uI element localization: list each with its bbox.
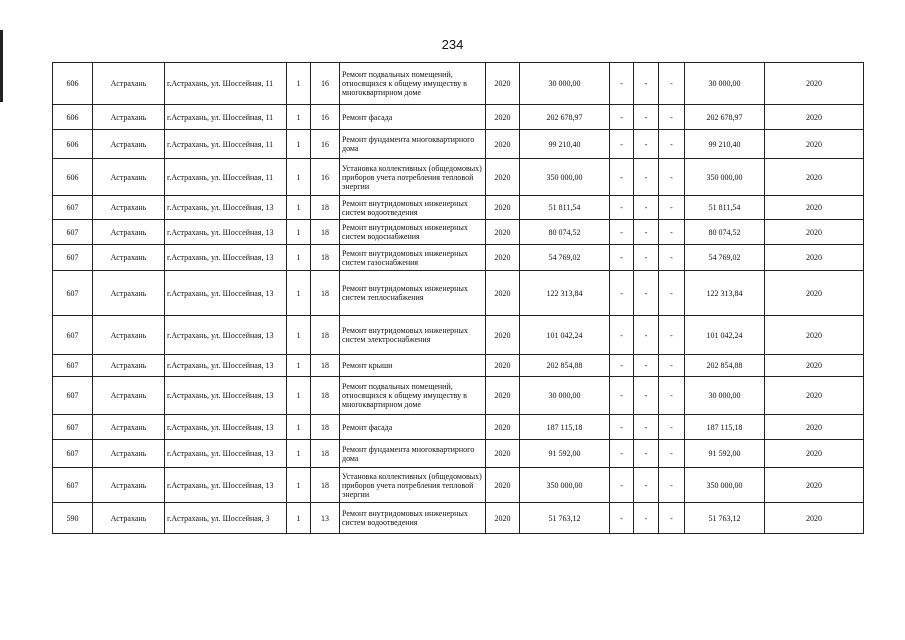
work-type-cell: Установка коллективных (общедомовых) приборов учета потребления тепловой энергии xyxy=(340,159,486,196)
column-1-cell: 1 xyxy=(287,130,311,159)
dash-cell-3: - xyxy=(659,440,685,468)
city-cell: Астрахань xyxy=(93,196,165,220)
dash-cell-2: - xyxy=(634,440,659,468)
address-cell: г.Астрахань, ул. Шоссейная, 13 xyxy=(165,220,287,245)
completion-year-cell: 2020 xyxy=(765,130,864,159)
year-cell: 2020 xyxy=(486,355,520,377)
dash-cell-3: - xyxy=(659,355,685,377)
row-number: 607 xyxy=(53,196,93,220)
row-number: 607 xyxy=(53,355,93,377)
table-row xyxy=(53,316,864,355)
table-row xyxy=(53,220,864,245)
dash-cell-3: - xyxy=(659,159,685,196)
work-type-cell: Ремонт подвальных помещений, относящихся к общему имуществу в многоквартирном доме xyxy=(340,63,486,105)
city-cell: Астрахань xyxy=(93,159,165,196)
table-row xyxy=(53,468,864,503)
row-number: 607 xyxy=(53,468,93,503)
completion-year-cell: 2020 xyxy=(765,377,864,415)
repair-plan-table xyxy=(52,62,864,534)
total-cell: 202 854,88 xyxy=(685,355,765,377)
work-type-cell: Ремонт фундамента многоквартирного дома xyxy=(340,130,486,159)
year-cell: 2020 xyxy=(486,503,520,534)
row-number: 606 xyxy=(53,159,93,196)
total-cell: 51 811,54 xyxy=(685,196,765,220)
sum-cell: 122 313,84 xyxy=(520,271,610,316)
completion-year-cell: 2020 xyxy=(765,245,864,271)
dash-cell-1: - xyxy=(610,503,634,534)
column-2-cell: 16 xyxy=(311,130,340,159)
column-2-cell: 18 xyxy=(311,440,340,468)
table-row xyxy=(53,245,864,271)
year-cell: 2020 xyxy=(486,63,520,105)
row-number: 607 xyxy=(53,316,93,355)
completion-year-cell: 2020 xyxy=(765,415,864,440)
work-type-cell: Ремонт фундамента многоквартирного дома xyxy=(340,440,486,468)
dash-cell-3: - xyxy=(659,271,685,316)
year-cell: 2020 xyxy=(486,196,520,220)
address-cell: г.Астрахань, ул. Шоссейная, 11 xyxy=(165,105,287,130)
page-number: 234 xyxy=(441,37,464,52)
total-cell: 350 000,00 xyxy=(685,468,765,503)
column-1-cell: 1 xyxy=(287,220,311,245)
city-cell: Астрахань xyxy=(93,440,165,468)
table-row xyxy=(53,63,864,105)
address-cell: г.Астрахань, ул. Шоссейная, 13 xyxy=(165,440,287,468)
total-cell: 101 042,24 xyxy=(685,316,765,355)
row-number: 606 xyxy=(53,105,93,130)
column-2-cell: 18 xyxy=(311,355,340,377)
completion-year-cell: 2020 xyxy=(765,355,864,377)
work-type-cell: Ремонт внутридомовых инженерных систем теплоснабжения xyxy=(340,271,486,316)
city-cell: Астрахань xyxy=(93,468,165,503)
address-cell: г.Астрахань, ул. Шоссейная, 13 xyxy=(165,415,287,440)
row-number: 607 xyxy=(53,245,93,271)
column-1-cell: 1 xyxy=(287,415,311,440)
table-body xyxy=(53,63,864,534)
table-row xyxy=(53,159,864,196)
sum-cell: 91 592,00 xyxy=(520,440,610,468)
table-row xyxy=(53,196,864,220)
column-2-cell: 13 xyxy=(311,503,340,534)
year-cell: 2020 xyxy=(486,220,520,245)
year-cell: 2020 xyxy=(486,415,520,440)
dash-cell-3: - xyxy=(659,130,685,159)
completion-year-cell: 2020 xyxy=(765,468,864,503)
dash-cell-1: - xyxy=(610,468,634,503)
work-type-cell: Ремонт фасада xyxy=(340,415,486,440)
city-cell: Астрахань xyxy=(93,377,165,415)
row-number: 607 xyxy=(53,220,93,245)
address-cell: г.Астрахань, ул. Шоссейная, 13 xyxy=(165,355,287,377)
work-type-cell: Ремонт внутридомовых инженерных систем водоотведения xyxy=(340,196,486,220)
dash-cell-3: - xyxy=(659,196,685,220)
completion-year-cell: 2020 xyxy=(765,271,864,316)
address-cell: г.Астрахань, ул. Шоссейная, 11 xyxy=(165,63,287,105)
city-cell: Астрахань xyxy=(93,105,165,130)
dash-cell-3: - xyxy=(659,105,685,130)
dash-cell-2: - xyxy=(634,159,659,196)
total-cell: 30 000,00 xyxy=(685,63,765,105)
total-cell: 51 763,12 xyxy=(685,503,765,534)
dash-cell-3: - xyxy=(659,503,685,534)
table-row xyxy=(53,377,864,415)
year-cell: 2020 xyxy=(486,130,520,159)
dash-cell-2: - xyxy=(634,271,659,316)
table-row xyxy=(53,503,864,534)
year-cell: 2020 xyxy=(486,271,520,316)
column-1-cell: 1 xyxy=(287,196,311,220)
city-cell: Астрахань xyxy=(93,63,165,105)
work-type-cell: Ремонт внутридомовых инженерных систем электроснабжения xyxy=(340,316,486,355)
year-cell: 2020 xyxy=(486,245,520,271)
dash-cell-1: - xyxy=(610,377,634,415)
total-cell: 122 313,84 xyxy=(685,271,765,316)
column-1-cell: 1 xyxy=(287,105,311,130)
row-number: 606 xyxy=(53,130,93,159)
row-number: 607 xyxy=(53,377,93,415)
table-row xyxy=(53,105,864,130)
dash-cell-1: - xyxy=(610,316,634,355)
dash-cell-2: - xyxy=(634,196,659,220)
row-number: 607 xyxy=(53,415,93,440)
sum-cell: 54 769,02 xyxy=(520,245,610,271)
address-cell: г.Астрахань, ул. Шоссейная, 13 xyxy=(165,468,287,503)
completion-year-cell: 2020 xyxy=(765,316,864,355)
total-cell: 99 210,40 xyxy=(685,130,765,159)
work-type-cell: Ремонт внутридомовых инженерных систем водоснабжения xyxy=(340,220,486,245)
dash-cell-3: - xyxy=(659,220,685,245)
completion-year-cell: 2020 xyxy=(765,159,864,196)
sum-cell: 350 000,00 xyxy=(520,468,610,503)
dash-cell-1: - xyxy=(610,159,634,196)
dash-cell-2: - xyxy=(634,105,659,130)
address-cell: г.Астрахань, ул. Шоссейная, 13 xyxy=(165,271,287,316)
dash-cell-2: - xyxy=(634,130,659,159)
column-1-cell: 1 xyxy=(287,159,311,196)
dash-cell-1: - xyxy=(610,63,634,105)
column-1-cell: 1 xyxy=(287,63,311,105)
column-2-cell: 18 xyxy=(311,468,340,503)
year-cell: 2020 xyxy=(486,377,520,415)
city-cell: Астрахань xyxy=(93,355,165,377)
year-cell: 2020 xyxy=(486,316,520,355)
column-2-cell: 18 xyxy=(311,271,340,316)
dash-cell-2: - xyxy=(634,220,659,245)
row-number: 607 xyxy=(53,271,93,316)
table-row xyxy=(53,440,864,468)
sum-cell: 99 210,40 xyxy=(520,130,610,159)
city-cell: Астрахань xyxy=(93,130,165,159)
address-cell: г.Астрахань, ул. Шоссейная, 3 xyxy=(165,503,287,534)
completion-year-cell: 2020 xyxy=(765,220,864,245)
year-cell: 2020 xyxy=(486,468,520,503)
column-1-cell: 1 xyxy=(287,377,311,415)
address-cell: г.Астрахань, ул. Шоссейная, 13 xyxy=(165,316,287,355)
total-cell: 91 592,00 xyxy=(685,440,765,468)
dash-cell-1: - xyxy=(610,440,634,468)
city-cell: Астрахань xyxy=(93,271,165,316)
dash-cell-1: - xyxy=(610,245,634,271)
year-cell: 2020 xyxy=(486,159,520,196)
total-cell: 54 769,02 xyxy=(685,245,765,271)
column-2-cell: 16 xyxy=(311,63,340,105)
total-cell: 30 000,00 xyxy=(685,377,765,415)
city-cell: Астрахань xyxy=(93,245,165,271)
dash-cell-2: - xyxy=(634,316,659,355)
dash-cell-2: - xyxy=(634,468,659,503)
table-row xyxy=(53,415,864,440)
column-1-cell: 1 xyxy=(287,440,311,468)
row-number: 607 xyxy=(53,440,93,468)
total-cell: 187 115,18 xyxy=(685,415,765,440)
work-type-cell: Ремонт внутридомовых инженерных систем газоснабжения xyxy=(340,245,486,271)
address-cell: г.Астрахань, ул. Шоссейная, 13 xyxy=(165,377,287,415)
column-2-cell: 16 xyxy=(311,105,340,130)
dash-cell-3: - xyxy=(659,468,685,503)
work-type-cell: Ремонт внутридомовых инженерных систем водоотведения xyxy=(340,503,486,534)
sum-cell: 101 042,24 xyxy=(520,316,610,355)
year-cell: 2020 xyxy=(486,105,520,130)
sum-cell: 51 763,12 xyxy=(520,503,610,534)
total-cell: 202 678,97 xyxy=(685,105,765,130)
dash-cell-1: - xyxy=(610,105,634,130)
total-cell: 350 000,00 xyxy=(685,159,765,196)
completion-year-cell: 2020 xyxy=(765,105,864,130)
sum-cell: 187 115,18 xyxy=(520,415,610,440)
city-cell: Астрахань xyxy=(93,316,165,355)
completion-year-cell: 2020 xyxy=(765,440,864,468)
sum-cell: 30 000,00 xyxy=(520,63,610,105)
sum-cell: 202 854,88 xyxy=(520,355,610,377)
column-2-cell: 18 xyxy=(311,196,340,220)
work-type-cell: Ремонт крыши xyxy=(340,355,486,377)
dash-cell-2: - xyxy=(634,415,659,440)
completion-year-cell: 2020 xyxy=(765,503,864,534)
sum-cell: 202 678,97 xyxy=(520,105,610,130)
dash-cell-1: - xyxy=(610,196,634,220)
work-type-cell: Ремонт фасада xyxy=(340,105,486,130)
city-cell: Астрахань xyxy=(93,415,165,440)
sum-cell: 30 000,00 xyxy=(520,377,610,415)
row-number: 606 xyxy=(53,63,93,105)
address-cell: г.Астрахань, ул. Шоссейная, 13 xyxy=(165,196,287,220)
dash-cell-3: - xyxy=(659,63,685,105)
table-row xyxy=(53,355,864,377)
table-row xyxy=(53,271,864,316)
column-1-cell: 1 xyxy=(287,355,311,377)
city-cell: Астрахань xyxy=(93,503,165,534)
table-row xyxy=(53,130,864,159)
column-1-cell: 1 xyxy=(287,503,311,534)
dash-cell-3: - xyxy=(659,377,685,415)
year-cell: 2020 xyxy=(486,440,520,468)
column-1-cell: 1 xyxy=(287,271,311,316)
dash-cell-1: - xyxy=(610,415,634,440)
work-type-cell: Ремонт подвальных помещений, относящихся к общему имуществу в многоквартирном доме xyxy=(340,377,486,415)
dash-cell-2: - xyxy=(634,245,659,271)
completion-year-cell: 2020 xyxy=(765,196,864,220)
column-1-cell: 1 xyxy=(287,468,311,503)
total-cell: 80 074,52 xyxy=(685,220,765,245)
city-cell: Астрахань xyxy=(93,220,165,245)
row-number: 590 xyxy=(53,503,93,534)
dash-cell-2: - xyxy=(634,355,659,377)
dash-cell-1: - xyxy=(610,271,634,316)
column-1-cell: 1 xyxy=(287,316,311,355)
column-2-cell: 18 xyxy=(311,377,340,415)
sum-cell: 350 000,00 xyxy=(520,159,610,196)
column-2-cell: 16 xyxy=(311,159,340,196)
column-1-cell: 1 xyxy=(287,245,311,271)
work-type-cell: Установка коллективных (общедомовых) приборов учета потребления тепловой энергии xyxy=(340,468,486,503)
sum-cell: 80 074,52 xyxy=(520,220,610,245)
dash-cell-2: - xyxy=(634,377,659,415)
column-2-cell: 18 xyxy=(311,316,340,355)
address-cell: г.Астрахань, ул. Шоссейная, 11 xyxy=(165,159,287,196)
sum-cell: 51 811,54 xyxy=(520,196,610,220)
dash-cell-3: - xyxy=(659,245,685,271)
address-cell: г.Астрахань, ул. Шоссейная, 11 xyxy=(165,130,287,159)
column-2-cell: 18 xyxy=(311,220,340,245)
dash-cell-2: - xyxy=(634,503,659,534)
dash-cell-1: - xyxy=(610,355,634,377)
completion-year-cell: 2020 xyxy=(765,63,864,105)
address-cell: г.Астрахань, ул. Шоссейная, 13 xyxy=(165,245,287,271)
dash-cell-1: - xyxy=(610,220,634,245)
dash-cell-2: - xyxy=(634,63,659,105)
column-2-cell: 18 xyxy=(311,415,340,440)
dash-cell-3: - xyxy=(659,415,685,440)
dash-cell-1: - xyxy=(610,130,634,159)
dash-cell-3: - xyxy=(659,316,685,355)
column-2-cell: 18 xyxy=(311,245,340,271)
